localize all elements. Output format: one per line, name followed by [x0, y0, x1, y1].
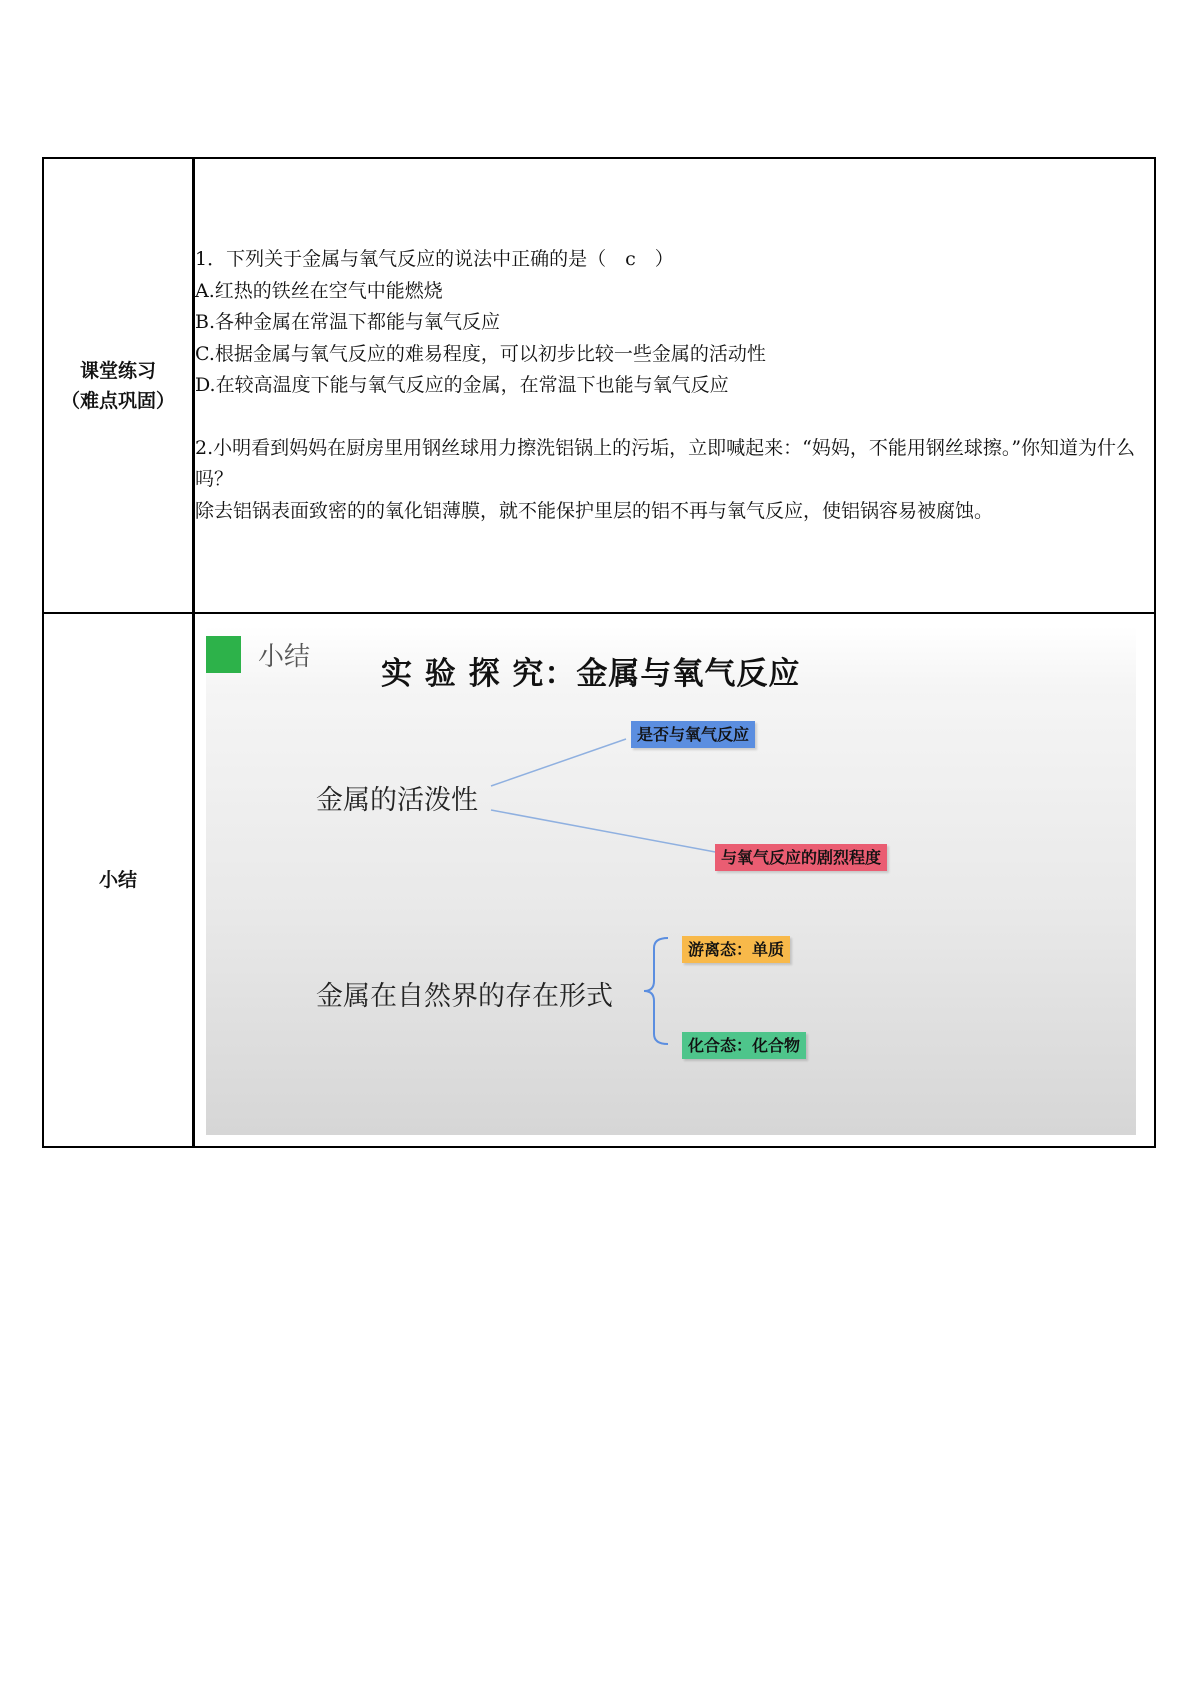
q1-option-a: A.红热的铁丝在空气中能燃烧: [195, 279, 443, 302]
question-1: 1．下列关于金属与氧气反应的说法中正确的是（ c ）: [195, 248, 674, 270]
summary-label: 小结: [98, 869, 137, 891]
activity-label: 金属的活泼性: [316, 785, 478, 816]
question-2-answer: 除去铝锅表面致密的的氧化铝薄膜，就不能保护里层的铝不再与氧气反应，使铝锅容易被腐蚀。: [195, 499, 994, 522]
slide-tag: 小结: [258, 642, 311, 672]
summary-slide-image: [206, 626, 1136, 1135]
lesson-table: [42, 157, 1156, 1148]
exercise-label-cell: [43, 158, 194, 613]
summary-row: [43, 613, 1155, 1147]
exercise-label-line2: （难点巩固）: [60, 389, 175, 412]
existence-label: 金属在自然界的存在形式: [316, 981, 613, 1012]
question-gap: [195, 402, 1154, 433]
existence-brace: [644, 938, 668, 1044]
slide-green-square-icon: [206, 636, 241, 673]
summary-label-cell: [43, 613, 194, 1147]
activity-connector-top: [491, 739, 626, 786]
slide-title: 实 验 探 究：金属与氧气反应: [381, 656, 801, 692]
branch-reaction-intensity: 与氧气反应的剧烈程度: [715, 844, 887, 871]
exercise-content-cell: [194, 158, 1156, 613]
branch-react-with-oxygen: 是否与氧气反应: [631, 721, 755, 748]
question-2: 2.小明看到妈妈在厨房里用钢丝球用力擦洗铝锅上的污垢，立即喊起来：“妈妈，不能用钢丝球擦。”你知道为什么吗？: [195, 436, 1136, 490]
branch-combined-state: 化合态：化合物: [682, 1032, 806, 1059]
exercise-label-line1: 课堂练习: [79, 359, 156, 382]
exercise-row: [43, 158, 1155, 613]
q1-option-d: D.在较高温度下能与氧气反应的金属，在常温下也能与氧气反应: [195, 374, 729, 396]
q1-option-b: B.各种金属在常温下都能与氧气反应: [195, 311, 501, 333]
summary-content-cell: [194, 613, 1156, 1147]
slide-connector-lines: [206, 626, 1136, 1135]
activity-connector-bottom: [491, 810, 726, 854]
q1-option-c: C.根据金属与氧气反应的难易程度，可以初步比较一些金属的活动性: [195, 342, 766, 365]
branch-free-state: 游离态：单质: [682, 936, 790, 963]
